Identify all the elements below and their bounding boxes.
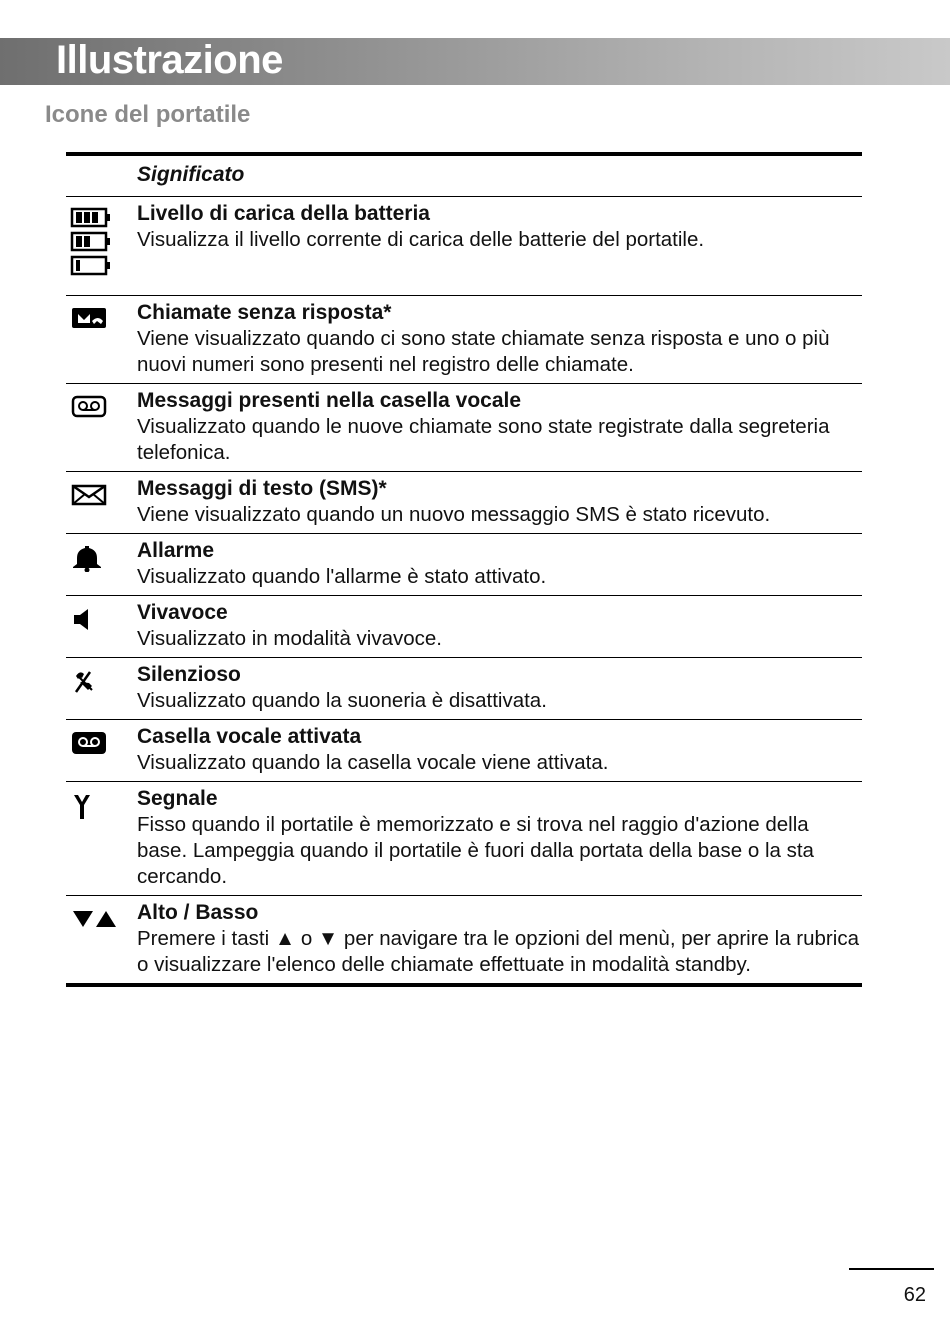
section-title: Icone del portatile [45,101,251,128]
table-row [66,781,862,895]
silent-mode-icon [70,668,120,698]
meaning-column-header: Significato [137,163,245,186]
antenna-signal-icon [70,792,120,822]
icon-table [66,152,862,987]
alarm-description: Visualizzato quando l'allarme è stato attivato. [137,565,547,588]
missed-call-icon [70,306,120,336]
table-row [66,719,862,781]
envelope-icon [70,482,120,512]
voicemail-messages-description: Visualizzato quando le nuove chiamate sono state registrate dalla segreteria telefonica. [137,415,830,464]
silent-label: Silenzioso [137,663,241,686]
table-header [66,156,862,196]
up-down-arrows-icon [70,906,120,936]
battery-level-label: Livello di carica della batteria [137,202,430,225]
speakerphone-label: Vivavoce [137,601,228,624]
speaker-icon [70,606,120,636]
up-down-description: Premere i tasti ▲ o ▼ per navigare tra le opzioni del menù, per aprire la rubrica o visualizzare l'elenco delle chiamate effettuate in modalità standby. [137,927,859,976]
alarm-label: Allarme [137,539,215,562]
up-down-label: Alto / Basso [137,901,259,924]
table-row [66,595,862,657]
silent-description: Visualizzato quando la suoneria è disattivata. [137,689,547,712]
table-row [66,196,862,295]
voicemail-active-label: Casella vocale attivata [137,725,362,748]
bell-icon [70,544,120,574]
answering-machine-icon [70,730,120,760]
table-row [66,657,862,719]
missed-calls-label: Chiamate senza risposta* [137,301,392,324]
table-row [66,383,862,471]
table-row [66,471,862,533]
table-row [66,295,862,383]
sms-description: Viene visualizzato quando un nuovo messaggio SMS è stato ricevuto. [137,503,771,526]
signal-label: Segnale [137,787,218,810]
missed-calls-description: Viene visualizzato quando ci sono state chiamate senza risposta e uno o più nuovi numeri sono presenti nel registro delle chiamate. [137,327,830,376]
voicemail-message-icon [70,394,120,424]
voicemail-active-description: Visualizzato quando la casella vocale viene attivata. [137,751,609,774]
signal-description: Fisso quando il portatile è memorizzato e si trova nel raggio d'azione della base. Lampeggia quando il portatile è fuori dalla portata della base o la sta cercando. [137,813,814,888]
table-row [66,895,862,983]
footer-rule [849,1268,934,1270]
battery-level-description: Visualizza il livello corrente di carica delle batterie del portatile. [137,228,705,251]
page-number: 62 [903,1284,926,1306]
table-row [66,533,862,595]
page-title: Illustrazione [56,38,283,82]
battery-level-icon [70,205,120,235]
voicemail-messages-label: Messaggi presenti nella casella vocale [137,389,522,412]
sms-label: Messaggi di testo (SMS)* [137,477,387,500]
speakerphone-description: Visualizzato in modalità vivavoce. [137,627,442,650]
